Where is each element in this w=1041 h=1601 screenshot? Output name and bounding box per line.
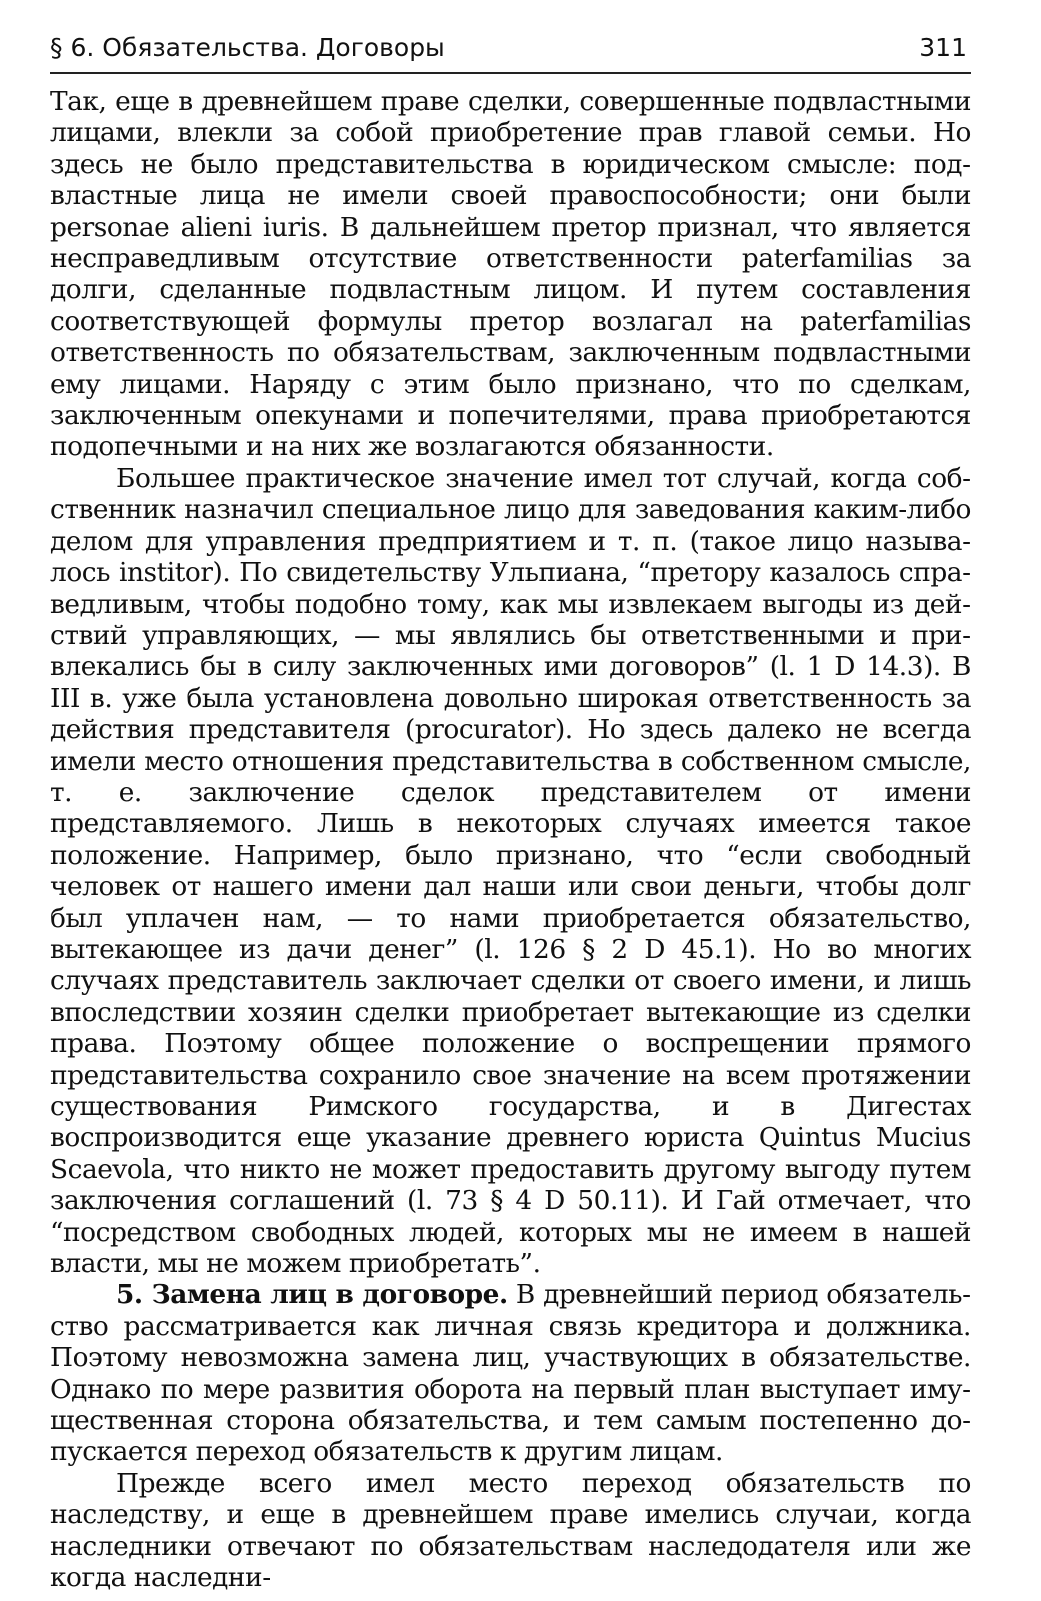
paragraph-3-text: В древнейший период обязательство рассматривается как личная связь кредитора и должника. Поэтому невозможна замена лиц, участвующих в обязательстве. Однако по мере развития оборота на первый план выступает имущественная сторона обязательства, и тем самым постепенно допускается переход обязательств к другим лицам.: [50, 1279, 971, 1468]
paragraph-4: [50, 1468, 971, 1594]
paragraph-1-text: Так, еще в древнейшем праве сделки, совершенные подвластными лицами, влекли за собой приобретение прав главой семьи. Но здесь не было представительства в юридическом смысле: подвластные лица не имели своей правоспособности; они были personae alieni iuris. В дальнейшем претор признал, что является несправедливым отсутствие ответственности paterfamilias за долги, сделанные подвластным лицом. И путем составления соответствующей формулы претор возлагал на paterfamilias ответственность по обязательствам, заключенным подвластными ему лицами. Наряду с этим было признано, что по сделкам, заключенным опекунами и попечителями, права приобретаются подопечными и на них же возлагаются обязанности.: [50, 86, 971, 463]
body-text: [50, 86, 971, 1594]
paragraph-2-text: Большее практическое значение имел тот случай, когда собственник назначил специальное лицо для заведования каким-либо делом для управления предприятием и т. п. (такое лицо называлось institor). По свидетельству Ульпиана, “претору казалось справедливым, чтобы подобно тому, как мы извлекаем выгоды из действий управляющих, — мы являлись бы ответственными и привлекались бы в силу заключенных ими договоров” (l. 1 D 14.3). В III в. уже была установлена довольно широкая ответственность за действия представителя (procurator). Но здесь далеко не всегда имели место отношения представительства в собственном смысле, т. е. заключение сделок представителем от имени представляемого. Лишь в некоторых случаях имеется такое положение. Например, было признано, что “если свободный человек от нашего имени дал наши или свои деньги, чтобы долг был уплачен нам, — то нами приобретается обязательство, вытекающее из дачи денег” (l. 126 § 2 D 45.1). Но во многих случаях представитель заключает сделки от своего имени, и лишь впоследствии хозяин сделки приобретает вытекающие из сделки права. Поэтому общее положение о воспрещении прямого представительства сохранило свое значение на всем протяжении существования Римского государства, и в Дигестах воспроизводится еще указание древнего юриста Quintus Mucius Scaevola, что никто не может предоставить другому выгоду путем заключения соглашений (l. 73 § 4 D 50.11). И Гай отмечает, что “посредством свободных людей, которых мы не имеем в нашей власти, мы не можем приобретать”.: [50, 462, 971, 1280]
paragraph-4-text: Прежде всего имел место переход обязательств по наследству, и еще в древнейшем праве имелись случаи, когда наследники отвечают по обязательствам наследодателя или же когда наследни-: [50, 1467, 971, 1594]
paragraph-2: [50, 463, 971, 1280]
subsection-heading: 5. Замена лиц в договоре.: [116, 1279, 508, 1311]
header-rule: [50, 72, 971, 74]
section-title: § 6. Обязательства. Договоры: [50, 33, 445, 62]
book-page: [50, 28, 971, 1594]
paragraph-3: [50, 1279, 971, 1467]
paragraph-1: [50, 86, 971, 463]
page-number: 311: [919, 33, 967, 62]
running-header: [50, 28, 971, 68]
